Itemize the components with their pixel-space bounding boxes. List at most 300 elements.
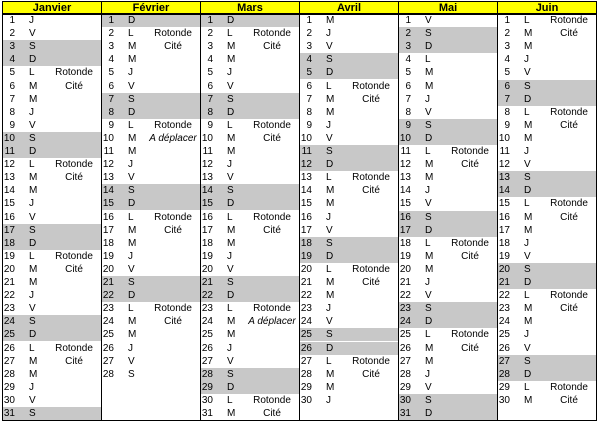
day-cell[interactable] xyxy=(398,171,497,184)
day-cell[interactable] xyxy=(101,342,200,355)
day-cell[interactable] xyxy=(200,14,299,27)
day-cell[interactable] xyxy=(2,315,101,328)
day-cell[interactable] xyxy=(2,53,101,66)
day-number: 13 xyxy=(300,172,312,184)
day-number: 24 xyxy=(102,316,114,328)
day-of-week: L xyxy=(326,355,332,367)
event-label: Rotonde xyxy=(55,250,93,262)
day-cell[interactable] xyxy=(497,171,596,184)
day-of-week: D xyxy=(128,15,136,26)
day-number: 12 xyxy=(102,159,114,171)
day-cell[interactable] xyxy=(200,145,299,158)
day-number: 6 xyxy=(504,80,510,92)
day-of-week: M xyxy=(326,381,335,393)
day-of-week: S xyxy=(425,303,432,315)
day-cell[interactable] xyxy=(497,237,596,250)
day-cell[interactable] xyxy=(2,197,101,210)
day-cell[interactable] xyxy=(497,342,596,355)
day-cell[interactable] xyxy=(398,211,497,224)
event-label: Rotonde xyxy=(451,237,489,249)
day-cell[interactable] xyxy=(299,355,398,368)
day-of-week: D xyxy=(425,41,433,53)
day-cell[interactable] xyxy=(398,328,497,341)
day-of-week: S xyxy=(326,329,333,341)
day-cell[interactable] xyxy=(200,184,299,197)
day-cell[interactable] xyxy=(2,289,101,302)
day-cell[interactable] xyxy=(299,197,398,210)
day-cell[interactable] xyxy=(398,80,497,93)
day-cell[interactable] xyxy=(398,237,497,250)
day-cell[interactable] xyxy=(398,53,497,66)
day-cell[interactable] xyxy=(497,106,596,119)
day-cell[interactable] xyxy=(2,263,101,276)
day-cell[interactable] xyxy=(398,27,497,40)
event-label: Cité xyxy=(263,41,281,53)
day-of-week: L xyxy=(29,159,35,171)
event-label: Rotonde xyxy=(550,290,588,302)
day-cell[interactable] xyxy=(200,328,299,341)
day-cell[interactable] xyxy=(299,53,398,66)
day-of-week: S xyxy=(128,93,135,105)
day-number: 28 xyxy=(201,368,213,380)
day-cell[interactable] xyxy=(299,27,398,40)
day-cell[interactable] xyxy=(398,276,497,289)
day-cell[interactable] xyxy=(398,250,497,263)
day-cell[interactable] xyxy=(2,132,101,145)
day-number: 21 xyxy=(201,277,213,288)
day-cell[interactable] xyxy=(200,93,299,106)
day-cell[interactable] xyxy=(200,276,299,289)
day-cell[interactable] xyxy=(2,328,101,341)
day-cell[interactable] xyxy=(299,171,398,184)
day-cell[interactable] xyxy=(2,158,101,171)
day-of-week: S xyxy=(227,185,234,197)
day-of-week: M xyxy=(227,146,236,157)
day-cell[interactable] xyxy=(299,66,398,79)
day-of-week: M xyxy=(326,185,335,197)
day-number: 7 xyxy=(405,93,411,105)
day-cell[interactable] xyxy=(200,53,299,66)
day-number: 9 xyxy=(9,119,15,131)
day-cell[interactable] xyxy=(200,355,299,368)
day-cell[interactable] xyxy=(200,342,299,355)
day-of-week: M xyxy=(29,80,38,92)
day-cell[interactable] xyxy=(398,66,497,79)
day-cell[interactable] xyxy=(101,302,200,315)
day-cell[interactable] xyxy=(299,132,398,145)
day-of-week: J xyxy=(227,159,232,171)
day-cell[interactable] xyxy=(398,263,497,276)
day-cell[interactable] xyxy=(497,27,596,40)
day-of-week: L xyxy=(425,146,431,157)
day-cell[interactable] xyxy=(200,302,299,315)
day-of-week: J xyxy=(326,119,331,131)
day-cell[interactable] xyxy=(2,342,101,355)
day-cell[interactable] xyxy=(101,355,200,368)
day-cell[interactable] xyxy=(497,145,596,158)
day-cell[interactable] xyxy=(2,14,101,27)
day-of-week: D xyxy=(326,67,334,79)
day-cell[interactable] xyxy=(200,211,299,224)
day-cell[interactable] xyxy=(2,355,101,368)
day-cell[interactable] xyxy=(101,119,200,132)
day-cell[interactable] xyxy=(2,407,101,420)
day-cell[interactable] xyxy=(299,394,398,407)
day-cell[interactable] xyxy=(101,145,200,158)
day-cell[interactable] xyxy=(398,289,497,302)
day-cell[interactable] xyxy=(200,394,299,407)
day-cell[interactable] xyxy=(398,224,497,237)
day-of-week: V xyxy=(128,355,135,367)
day-cell[interactable] xyxy=(497,53,596,66)
day-cell[interactable] xyxy=(101,276,200,289)
day-cell[interactable] xyxy=(200,368,299,381)
day-cell[interactable] xyxy=(398,145,497,158)
day-cell[interactable] xyxy=(2,93,101,106)
day-number: 28 xyxy=(3,368,15,380)
day-cell[interactable] xyxy=(101,224,200,237)
day-number: 29 xyxy=(399,381,411,393)
day-cell[interactable] xyxy=(200,119,299,132)
day-number: 14 xyxy=(102,185,114,197)
day-cell[interactable] xyxy=(497,66,596,79)
day-number: 16 xyxy=(201,211,213,223)
day-cell[interactable] xyxy=(398,407,497,420)
day-number: 8 xyxy=(504,106,510,118)
day-cell[interactable] xyxy=(497,40,596,53)
day-of-week: M xyxy=(524,41,533,53)
day-cell[interactable] xyxy=(299,289,398,302)
day-cell[interactable] xyxy=(2,368,101,381)
day-number: 14 xyxy=(3,185,15,197)
column-divider xyxy=(596,1,597,421)
day-cell[interactable] xyxy=(200,315,299,328)
day-cell[interactable] xyxy=(299,250,398,263)
day-number: 4 xyxy=(405,54,411,66)
day-number: 16 xyxy=(498,211,510,223)
event-label: Cité xyxy=(263,224,281,236)
day-cell[interactable] xyxy=(200,263,299,276)
day-number: 16 xyxy=(102,211,114,223)
day-number: 3 xyxy=(207,41,213,53)
day-cell[interactable] xyxy=(299,237,398,250)
event-label: Rotonde xyxy=(154,119,192,131)
day-of-week: M xyxy=(29,93,38,105)
day-number: 10 xyxy=(300,132,312,144)
day-number: 11 xyxy=(103,146,114,157)
day-of-week: J xyxy=(425,185,430,197)
day-of-week: V xyxy=(128,172,135,184)
day-of-week: M xyxy=(524,132,533,144)
day-cell[interactable] xyxy=(299,342,398,355)
row-divider xyxy=(2,420,597,421)
day-of-week: S xyxy=(524,355,531,367)
day-number: 16 xyxy=(300,211,312,223)
day-cell[interactable] xyxy=(398,315,497,328)
day-number: 18 xyxy=(300,237,312,249)
day-cell[interactable] xyxy=(398,158,497,171)
day-cell[interactable] xyxy=(200,80,299,93)
day-cell[interactable] xyxy=(497,132,596,145)
day-cell[interactable] xyxy=(200,289,299,302)
event-label: Cité xyxy=(560,211,578,223)
day-cell[interactable] xyxy=(398,355,497,368)
day-of-week: M xyxy=(524,28,533,40)
day-cell[interactable] xyxy=(101,328,200,341)
day-of-week: M xyxy=(227,224,236,236)
day-number: 30 xyxy=(300,394,312,406)
event-label: Cité xyxy=(560,303,578,315)
day-cell[interactable] xyxy=(299,40,398,53)
day-cell[interactable] xyxy=(101,93,200,106)
day-number: 13 xyxy=(102,172,114,184)
day-number: 3 xyxy=(405,41,411,53)
day-cell[interactable] xyxy=(497,224,596,237)
day-number: 21 xyxy=(102,277,114,288)
column-divider xyxy=(497,1,498,421)
day-cell[interactable] xyxy=(200,250,299,263)
day-cell[interactable] xyxy=(101,368,200,381)
day-cell[interactable] xyxy=(299,302,398,315)
event-label: Rotonde xyxy=(154,303,192,315)
day-cell[interactable] xyxy=(398,93,497,106)
day-cell[interactable] xyxy=(398,368,497,381)
day-cell[interactable] xyxy=(200,197,299,210)
day-of-week: J xyxy=(227,342,232,354)
day-cell[interactable] xyxy=(299,80,398,93)
day-number: 29 xyxy=(201,381,213,393)
day-cell[interactable] xyxy=(398,342,497,355)
day-cell[interactable] xyxy=(299,93,398,106)
day-cell[interactable] xyxy=(200,132,299,145)
day-cell[interactable] xyxy=(200,381,299,394)
day-cell[interactable] xyxy=(200,237,299,250)
day-cell[interactable] xyxy=(101,211,200,224)
day-cell[interactable] xyxy=(200,27,299,40)
day-number: 21 xyxy=(3,277,15,288)
day-cell[interactable] xyxy=(497,184,596,197)
day-number: 5 xyxy=(9,67,15,79)
day-cell[interactable] xyxy=(101,315,200,328)
day-cell[interactable] xyxy=(299,328,398,341)
day-cell[interactable] xyxy=(497,250,596,263)
day-number: 15 xyxy=(498,198,510,210)
day-cell[interactable] xyxy=(101,80,200,93)
day-cell[interactable] xyxy=(299,276,398,289)
day-cell[interactable] xyxy=(101,132,200,145)
day-cell[interactable] xyxy=(2,106,101,119)
day-number: 7 xyxy=(306,93,312,105)
day-cell[interactable] xyxy=(101,158,200,171)
day-cell[interactable] xyxy=(2,119,101,132)
day-of-week: V xyxy=(227,172,234,184)
day-number: 20 xyxy=(498,263,510,275)
day-cell[interactable] xyxy=(299,224,398,237)
day-number: 30 xyxy=(399,394,411,406)
day-of-week: D xyxy=(29,54,37,66)
day-cell[interactable] xyxy=(497,302,596,315)
event-label: Cité xyxy=(65,80,83,92)
day-cell[interactable] xyxy=(497,197,596,210)
day-cell[interactable] xyxy=(497,368,596,381)
day-of-week: M xyxy=(524,316,533,328)
day-number: 24 xyxy=(399,316,411,328)
day-cell[interactable] xyxy=(101,27,200,40)
day-cell[interactable] xyxy=(497,119,596,132)
day-cell[interactable] xyxy=(299,14,398,27)
day-cell[interactable] xyxy=(101,106,200,119)
day-cell[interactable] xyxy=(497,80,596,93)
day-cell[interactable] xyxy=(398,184,497,197)
day-cell[interactable] xyxy=(2,394,101,407)
day-cell[interactable] xyxy=(497,289,596,302)
day-cell[interactable] xyxy=(200,158,299,171)
day-of-week: S xyxy=(29,132,36,144)
day-cell[interactable] xyxy=(101,14,200,27)
day-number: 29 xyxy=(498,381,510,393)
day-cell[interactable] xyxy=(299,211,398,224)
day-of-week: V xyxy=(425,15,432,26)
day-cell[interactable] xyxy=(2,40,101,53)
day-cell[interactable] xyxy=(101,66,200,79)
day-of-week: D xyxy=(425,224,433,236)
day-cell[interactable] xyxy=(200,66,299,79)
day-of-week: D xyxy=(524,185,532,197)
day-number: 3 xyxy=(9,41,15,53)
event-label: Cité xyxy=(164,224,182,236)
day-cell[interactable] xyxy=(2,66,101,79)
day-cell[interactable] xyxy=(2,171,101,184)
day-cell[interactable] xyxy=(2,224,101,237)
day-cell[interactable] xyxy=(497,93,596,106)
day-of-week: V xyxy=(29,28,36,40)
day-of-week: M xyxy=(227,408,236,419)
day-cell[interactable] xyxy=(497,14,596,27)
day-cell[interactable] xyxy=(200,171,299,184)
day-cell[interactable] xyxy=(398,302,497,315)
day-cell[interactable] xyxy=(200,40,299,53)
day-number: 26 xyxy=(201,342,213,354)
day-cell[interactable] xyxy=(2,302,101,315)
day-cell[interactable] xyxy=(101,197,200,210)
day-number: 11 xyxy=(202,146,213,157)
day-cell[interactable] xyxy=(2,250,101,263)
day-cell[interactable] xyxy=(398,119,497,132)
day-cell[interactable] xyxy=(497,158,596,171)
day-number: 24 xyxy=(300,316,312,328)
day-number: 8 xyxy=(108,106,114,118)
day-number: 13 xyxy=(399,172,411,184)
day-cell[interactable] xyxy=(2,80,101,93)
day-cell[interactable] xyxy=(299,145,398,158)
day-of-week: V xyxy=(227,263,234,275)
day-cell[interactable] xyxy=(2,237,101,250)
day-cell[interactable] xyxy=(101,250,200,263)
day-cell[interactable] xyxy=(398,14,497,27)
day-cell[interactable] xyxy=(200,224,299,237)
day-number: 1 xyxy=(504,15,510,26)
day-cell[interactable] xyxy=(2,276,101,289)
day-cell[interactable] xyxy=(101,40,200,53)
day-number: 23 xyxy=(498,303,510,315)
day-cell[interactable] xyxy=(398,40,497,53)
day-cell[interactable] xyxy=(497,315,596,328)
day-number: 7 xyxy=(9,93,15,105)
day-cell[interactable] xyxy=(299,368,398,381)
day-cell[interactable] xyxy=(497,394,596,407)
day-cell[interactable] xyxy=(497,211,596,224)
day-of-week: M xyxy=(425,159,434,171)
event-label: Cité xyxy=(362,185,380,197)
day-cell[interactable] xyxy=(2,381,101,394)
day-of-week: D xyxy=(227,198,235,210)
day-number: 6 xyxy=(207,80,213,92)
day-cell[interactable] xyxy=(101,263,200,276)
day-cell[interactable] xyxy=(101,53,200,66)
day-of-week: S xyxy=(425,28,432,40)
day-cell[interactable] xyxy=(101,184,200,197)
day-cell[interactable] xyxy=(299,158,398,171)
day-of-week: M xyxy=(227,316,236,328)
day-of-week: D xyxy=(425,132,433,144)
day-of-week: S xyxy=(524,172,531,184)
day-cell[interactable] xyxy=(497,276,596,289)
day-cell[interactable] xyxy=(398,106,497,119)
day-cell[interactable] xyxy=(299,381,398,394)
day-number: 5 xyxy=(207,67,213,79)
day-cell[interactable] xyxy=(101,171,200,184)
day-cell[interactable] xyxy=(497,328,596,341)
event-label: Cité xyxy=(362,277,380,288)
day-of-week: M xyxy=(326,290,335,302)
day-cell[interactable] xyxy=(398,381,497,394)
day-cell[interactable] xyxy=(497,381,596,394)
day-cell[interactable] xyxy=(497,263,596,276)
day-cell[interactable] xyxy=(101,237,200,250)
day-cell[interactable] xyxy=(299,119,398,132)
event-label: Cité xyxy=(263,408,281,419)
day-number: 4 xyxy=(9,54,15,66)
day-of-week: M xyxy=(326,93,335,105)
event-label: Rotonde xyxy=(253,211,291,223)
day-number: 27 xyxy=(300,355,312,367)
day-of-week: M xyxy=(326,198,335,210)
day-cell[interactable] xyxy=(200,407,299,420)
day-cell[interactable] xyxy=(2,211,101,224)
day-of-week: J xyxy=(524,329,529,341)
day-number: 23 xyxy=(300,303,312,315)
day-cell[interactable] xyxy=(2,27,101,40)
day-of-week: V xyxy=(128,263,135,275)
day-number: 15 xyxy=(3,198,15,210)
event-label: Rotonde xyxy=(253,303,291,315)
day-number: 4 xyxy=(207,54,213,66)
day-cell[interactable] xyxy=(299,263,398,276)
day-cell[interactable] xyxy=(2,184,101,197)
day-cell[interactable] xyxy=(299,315,398,328)
day-cell[interactable] xyxy=(200,106,299,119)
day-of-week: S xyxy=(29,316,36,328)
day-cell[interactable] xyxy=(299,184,398,197)
day-cell[interactable] xyxy=(2,145,101,158)
day-cell[interactable] xyxy=(398,394,497,407)
day-cell[interactable] xyxy=(497,355,596,368)
day-cell[interactable] xyxy=(299,106,398,119)
day-cell[interactable] xyxy=(398,132,497,145)
day-cell[interactable] xyxy=(398,197,497,210)
day-cell[interactable] xyxy=(101,289,200,302)
day-of-week: D xyxy=(227,290,235,302)
